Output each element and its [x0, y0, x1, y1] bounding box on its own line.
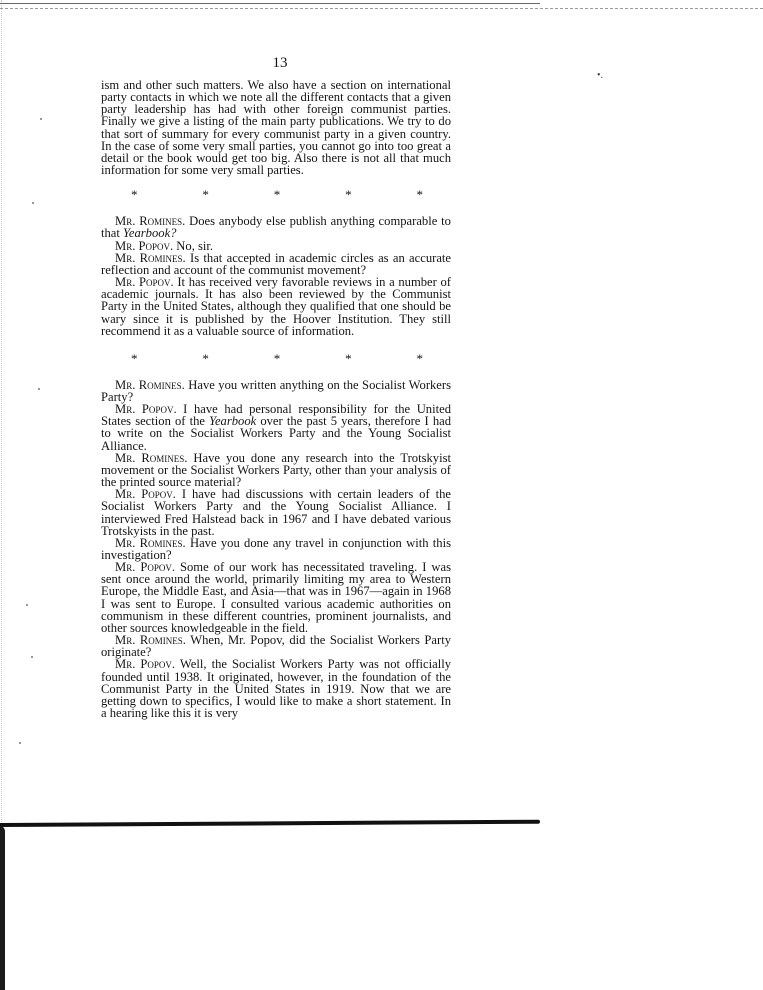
testimony-text-run: Have you done any research into the Trotskyist movement or the Socialist Workers Party, other than your analysis of the printed source material?: [101, 450, 451, 490]
scan-bottom-shadow: [0, 820, 540, 827]
margin-mark: [32, 202, 34, 204]
speaker-name: Mr. Popov.: [115, 657, 176, 672]
testimony-text-run: Some of our work has necessitated traveling. I was sent once around the world, primarily limiting my area to Western Europe, the Middle East, and Asia—that was in 1967—again in 1968 I was sent to Europe. I consulted various academic authorities on communism in these different countries, prominent journalists, and other sources knowledgeable in the field.: [101, 560, 451, 635]
margin-mark: [19, 742, 21, 744]
break-star: *: [131, 350, 138, 366]
testimony-answer: [101, 658, 451, 719]
testimony-text-run: over the past 5 years, therefore I had to write on the Socialist Workers Party and the Young Socialist Alliance.: [101, 414, 452, 453]
testimony-question: [101, 215, 451, 239]
section-break: [101, 350, 451, 366]
testimony-question: [101, 452, 451, 488]
speaker-name: Mr. Romines.: [115, 214, 186, 229]
testimony-text-run: No, sir.: [173, 238, 214, 253]
speaker-name: Mr. Romines.: [115, 633, 186, 648]
paragraph-continued: ism and other such matters. We also have a section on international party contacts in which we note all the different contacts that a given party leadership has had with other foreign communist parties. Finally we give a listing of the main party publications. We try to do that sort of summary for every communist party in a given country. In the case of some very small parties, you cannot go into too great a detail or the book would get too big. Also there is not all that much information for some very small parties.: [101, 78, 451, 178]
publication-title: Yearbook: [209, 414, 257, 429]
margin-mark: [40, 118, 42, 120]
speaker-name: Mr. Popov.: [115, 487, 176, 502]
break-star: *: [345, 350, 352, 366]
testimony-text-run: When, Mr. Popov, did the Socialist Workers Party originate?: [101, 633, 451, 660]
testimony-text-run: It has received very favorable reviews in a number of academic journals. It has also been reviewed by the Communist Party in the United States, although they qualified that one should be wary since it is published by the Hoover Institution. They still recommend it as a valuable source of information.: [101, 275, 452, 338]
speaker-name: Mr. Popov.: [115, 275, 174, 290]
speaker-name: Mr. Popov.: [115, 402, 177, 417]
break-star: *: [273, 350, 281, 366]
testimony-answer: [101, 561, 451, 634]
testimony-text-run: Have you written anything on the Socialist Workers Party?: [101, 377, 451, 404]
break-star: *: [202, 187, 209, 203]
publication-title: Yearbook?: [123, 226, 177, 241]
testimony-text-run: Well, the Socialist Workers Party was not officially founded until 1938. It originated, however, in the foundation of the Communist Party in the United States in 1919. Now that we are getting down to specifics, I would like to make a short statement. In a hearing like this it is very: [101, 657, 452, 721]
break-star: *: [202, 350, 209, 366]
margin-mark: [38, 388, 40, 390]
speaker-name: Mr. Popov.: [115, 238, 174, 253]
testimony-text-run: Is that accepted in academic circles as an accurate reflection and account of the communist movement?: [101, 250, 451, 277]
testimony-text-run: Does anybody else publish anything comparable to that: [101, 214, 451, 241]
speaker-name: Mr. Romines.: [115, 535, 186, 550]
speaker-name: Mr. Popov.: [115, 560, 175, 575]
break-star: *: [131, 187, 138, 203]
testimony-question: [101, 252, 451, 276]
break-star: *: [416, 187, 423, 203]
scan-top-edge: [0, 0, 763, 9]
margin-mark: [31, 656, 33, 658]
section-break: [101, 189, 451, 201]
testimony-question: [101, 379, 451, 403]
break-star: *: [416, 350, 423, 366]
break-star: *: [345, 187, 352, 203]
scan-corner-shadow: [0, 826, 5, 990]
testimony-text-run: I have had personal responsibility for the United States section of the: [101, 402, 451, 429]
speaker-name: Mr. Romines.: [115, 450, 188, 465]
testimony-text-run: I have had discussions with certain leaders of the Socialist Workers Party and the Young Socialist Alliance. I interviewed Fred Halstead back in 1967 and I have debated various Trotskyists in the past.: [101, 487, 451, 538]
page-number: 13: [272, 55, 288, 71]
testimony-answer: [101, 276, 451, 337]
margin-mark: [26, 604, 28, 606]
break-star: *: [273, 187, 281, 203]
speaker-name: Mr. Romines.: [115, 250, 186, 265]
testimony-question: [101, 634, 451, 658]
scan-top-line: [0, 3, 540, 4]
testimony-text: [101, 79, 451, 719]
speaker-name: Mr. Romines.: [115, 377, 185, 392]
testimony-answer: [101, 403, 451, 452]
testimony-answer: [101, 488, 451, 537]
testimony-question: [101, 537, 451, 561]
scan-speck: •.: [597, 70, 604, 81]
testimony-text-run: Have you done any travel in conjunction with this investigation?: [101, 535, 451, 562]
